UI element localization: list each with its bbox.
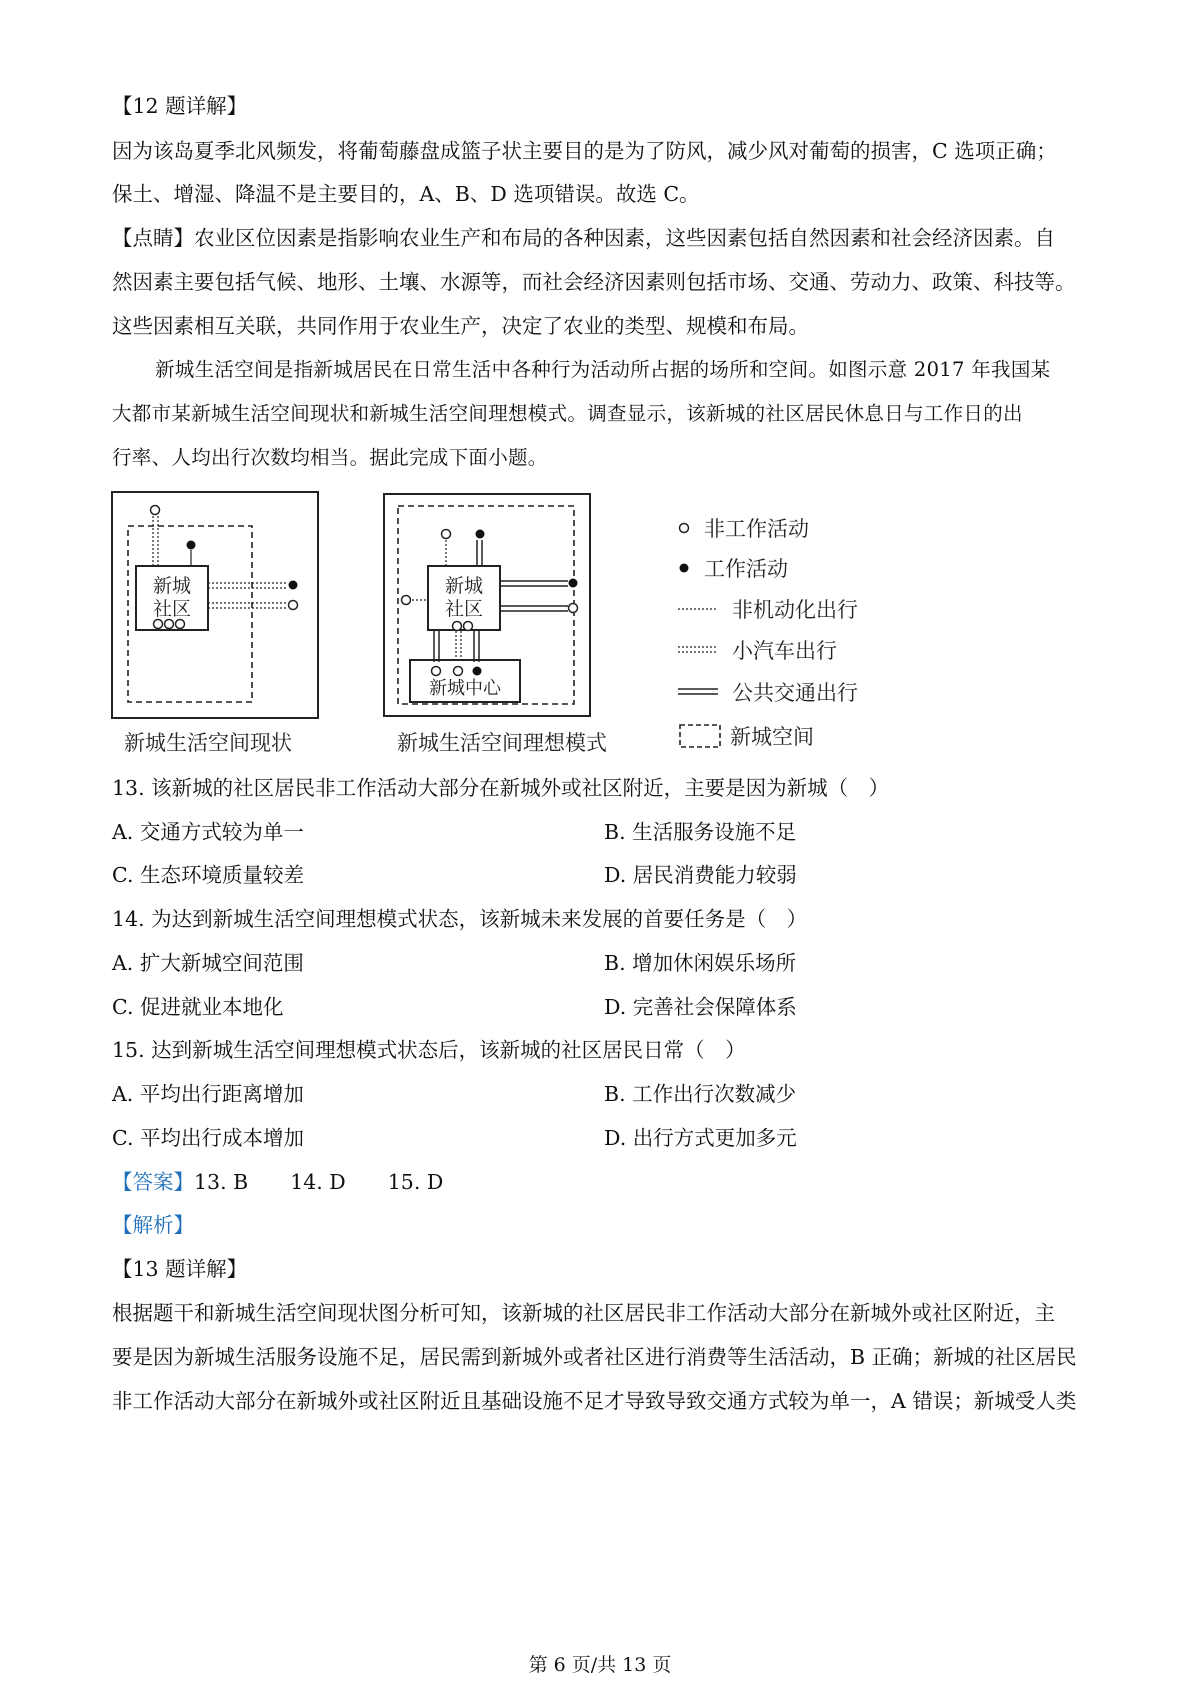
stem-line3: 行率、人均出行次数均相当。据此完成下面小题。 [112,446,548,469]
legend-car: 小汽车出行 [732,639,837,663]
q13-explain-line3: 非工作活动大部分在新城外或社区附近且基础设施不足才导致导致交通方式较为单一，A 错误；新城受人类 [112,1389,1077,1413]
legend-non-work: 非工作活动 [704,517,809,541]
q14-option-a: A. 扩大新城空间范围 [112,951,304,975]
left-box-label-2: 社区 [152,598,192,620]
q12-tip-line2: 然因素主要包括气候、地形、土壤、水源等，而社会经济因素则包括市场、交通、劳动力、政策、科技等。 [112,270,1076,294]
q15-option-c: C. 平均出行成本增加 [112,1126,304,1150]
non-work-activity-marker [151,506,160,515]
left-caption: 新城生活空间现状 [124,731,292,755]
q12-tip-line1: 【点睛】农业区位因素是指影响农业生产和布局的各种因素，这些因素包括自然因素和社会经济因素。自 [112,226,1055,250]
right-caption: 新城生活空间理想模式 [397,731,607,755]
q14-stem: 14. 为达到新城生活空间理想模式状态，该新城未来发展的首要任务是（ ） [112,907,808,931]
q12-heading: 【12 题详解】 [112,94,248,118]
q12-body-line1: 因为该岛夏季北风频发，将葡萄藤盘成篮子状主要目的是为了防风，减少风对葡萄的损害，C 选项正确； [112,139,1057,163]
q14-option-b: B. 增加休闲娱乐场所 [604,951,797,975]
q15-option-b: B. 工作出行次数减少 [604,1082,797,1106]
q13-explain-line2: 要是因为新城生活服务设施不足，居民需到新城外或者社区进行消费等生活活动，B 正确；新城的社区居民 [112,1345,1077,1369]
work-activity-marker [187,541,196,550]
q12-tip-line3: 这些因素相互关联，共同作用于农业生产，决定了农业的类型、规模和布局。 [112,314,809,338]
q13-option-c: C. 生态环境质量较差 [112,863,304,887]
left-box-label-1: 新城 [152,575,192,597]
answer-tag: 【答案】 [112,1170,194,1194]
figure-legend [678,517,858,749]
q13-option-b: B. 生活服务设施不足 [604,820,797,844]
q13-stem: 13. 该新城的社区居民非工作活动大部分在新城外或社区附近，主要是因为新城（ ） [112,776,890,800]
legend-transit: 公共交通出行 [732,681,858,705]
legend-nonmotor: 非机动化出行 [732,598,858,622]
center-label: 新城中心 [429,678,501,699]
q15-option-d: D. 出行方式更加多元 [604,1126,797,1150]
stem-line1: 新城生活空间是指新城居民在日常生活中各种行为活动所占据的场所和空间。如图示意 2017 年我国某 [155,358,1051,381]
q14-option-d: D. 完善社会保障体系 [604,995,797,1019]
q13-heading: 【13 题详解】 [112,1257,248,1281]
q12-body-line2: 保土、增湿、降温不是主要目的，A、B、D 选项错误。故选 C。 [112,182,700,206]
q13-explain-line1: 根据题干和新城生活空间现状图分析可知，该新城的社区居民非工作活动大部分在新城外或社区附近，主 [112,1301,1055,1325]
legend-work: 工作活动 [704,557,788,581]
legend-space: 新城空间 [730,725,814,749]
ideal-model-diagram [384,494,607,755]
stem-line2: 大都市某新城生活空间现状和新城生活空间理想模式。调查显示，该新城的社区居民休息日与工作日的出 [112,402,1023,425]
current-status-diagram [112,492,318,755]
q13-option-d: D. 居民消费能力较弱 [604,863,797,887]
q15-stem: 15. 达到新城生活空间理想模式状态后，该新城的社区居民日常（ ） [112,1038,746,1062]
q15-option-a: A. 平均出行距离增加 [112,1082,304,1106]
svg-text:新城: 新城 [444,575,484,597]
answer-row [112,1168,443,1196]
q14-option-c: C. 促进就业本地化 [112,995,284,1019]
q13-option-a: A. 交通方式较为单一 [112,820,304,844]
answer-14: 14. D [290,1170,346,1194]
answer-13: 13. B [194,1170,249,1194]
svg-text:社区: 社区 [444,598,484,620]
answer-15: 15. D [387,1170,444,1194]
page-footer: 第 6 页/共 13 页 [528,1654,672,1676]
analysis-tag: 【解析】 [112,1213,194,1237]
